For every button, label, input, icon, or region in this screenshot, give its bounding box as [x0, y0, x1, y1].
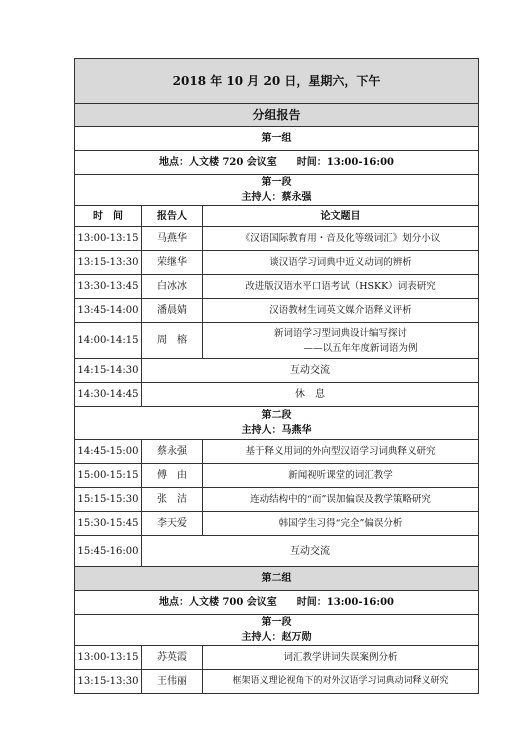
row-topic: 汉语教材生词英文媒介语释义评析: [203, 299, 479, 323]
row-time: 13:00-13:15: [75, 227, 142, 251]
column-header-row: [75, 206, 479, 227]
schedule-table: [74, 58, 479, 694]
row-topic: 连动结构中的“而”误加偏误及教学策略研究: [203, 488, 479, 512]
row-time: 13:15-13:30: [75, 670, 142, 694]
segment-host: 主持人：马燕华: [241, 425, 312, 436]
page-title: 分组报告: [75, 104, 479, 127]
segment-host: 主持人：赵万勋: [241, 632, 312, 643]
row-topic-line1: 新词语学习型词典设计编写探讨: [273, 327, 407, 339]
row-topic: 框架语义理论视角下的对外汉语学习词典动词释义研究: [203, 670, 479, 694]
row-speaker: 王伟丽: [142, 670, 203, 694]
row-time: 15:30-15:45: [75, 512, 142, 536]
header-title-row: [75, 104, 479, 127]
segment-name: 第一段: [261, 617, 292, 628]
row-speaker: 苏英霞: [142, 646, 203, 670]
row-speaker: 张 洁: [142, 488, 203, 512]
row-speaker: 蔡永强: [142, 440, 203, 464]
row-time: 14:30-14:45: [75, 383, 142, 407]
segment-row: [75, 615, 479, 646]
location-row: [75, 151, 479, 175]
row-topic-line2: ——以五年年度新词语为例: [303, 342, 418, 354]
header-date: 2018 年 10 月 20 日，星期六，下午: [75, 59, 479, 104]
row-time: 14:00-14:15: [75, 323, 142, 359]
table-row: [75, 536, 479, 567]
table-row: [75, 275, 479, 299]
table-row: [75, 646, 479, 670]
segment-header: [75, 407, 479, 440]
segment-header: [75, 175, 479, 206]
row-topic: 改进版汉语水平口语考试（HSKK）词表研究: [203, 275, 479, 299]
location-row: [75, 591, 479, 615]
table-row: [75, 488, 479, 512]
row-topic: 韩国学生习得“完全”偏误分析: [203, 512, 479, 536]
table-row: [75, 464, 479, 488]
row-speaker: 白冰冰: [142, 275, 203, 299]
table-row: [75, 383, 479, 407]
row-time: 15:45-16:00: [75, 536, 142, 567]
row-topic: 新闻视听课堂的词汇教学: [203, 464, 479, 488]
segment-name: 第二段: [261, 410, 292, 421]
table-row: [75, 227, 479, 251]
table-row: [75, 670, 479, 694]
row-time: 15:15-15:30: [75, 488, 142, 512]
row-topic: 词汇教学讲词失误案例分析: [203, 646, 479, 670]
group-location: 地点：人文楼 720 会议室 时间：13:00-16:00: [75, 151, 479, 175]
row-time: 14:15-14:30: [75, 359, 142, 383]
table-row: [75, 440, 479, 464]
segment-row: [75, 175, 479, 206]
row-time: 14:45-15:00: [75, 440, 142, 464]
group-name: 第二组: [75, 567, 479, 591]
segment-name: 第一段: [261, 177, 292, 188]
row-speaker: 傅 由: [142, 464, 203, 488]
row-merged: 互动交流: [142, 359, 479, 383]
row-topic: [203, 323, 479, 359]
row-time: 13:45-14:00: [75, 299, 142, 323]
table-row: [75, 359, 479, 383]
group-row: [75, 567, 479, 591]
row-speaker: 马燕华: [142, 227, 203, 251]
row-time: 13:15-13:30: [75, 251, 142, 275]
row-merged: 互动交流: [142, 536, 479, 567]
row-speaker: 荣继华: [142, 251, 203, 275]
table-row: [75, 251, 479, 275]
row-merged: 休 息: [142, 383, 479, 407]
segment-host: 主持人：蔡永强: [241, 192, 312, 203]
column-header-time: 时 间: [75, 206, 142, 227]
row-speaker: 潘晨婧: [142, 299, 203, 323]
table-row: [75, 512, 479, 536]
column-header-topic: 论文题目: [203, 206, 479, 227]
row-time: 13:00-13:15: [75, 646, 142, 670]
column-header-speaker: 报告人: [142, 206, 203, 227]
table-row: [75, 323, 479, 359]
row-speaker: 周 榕: [142, 323, 203, 359]
group-location: 地点：人文楼 700 会议室 时间：13:00-16:00: [75, 591, 479, 615]
segment-row: [75, 407, 479, 440]
header-date-row: [75, 59, 479, 104]
row-topic: 基于释义用词的外向型汉语学习词典释义研究: [203, 440, 479, 464]
row-speaker: 李天爱: [142, 512, 203, 536]
schedule-sheet: [74, 58, 478, 694]
group-name: 第一组: [75, 127, 479, 151]
row-time: 15:00-15:15: [75, 464, 142, 488]
row-topic: 《汉语国际教育用・音及化等级词汇》划分小议: [203, 227, 479, 251]
row-topic: 谈汉语学习词典中近义动词的辨析: [203, 251, 479, 275]
segment-header: [75, 615, 479, 646]
table-row: [75, 299, 479, 323]
row-time: 13:30-13:45: [75, 275, 142, 299]
group-row: [75, 127, 479, 151]
